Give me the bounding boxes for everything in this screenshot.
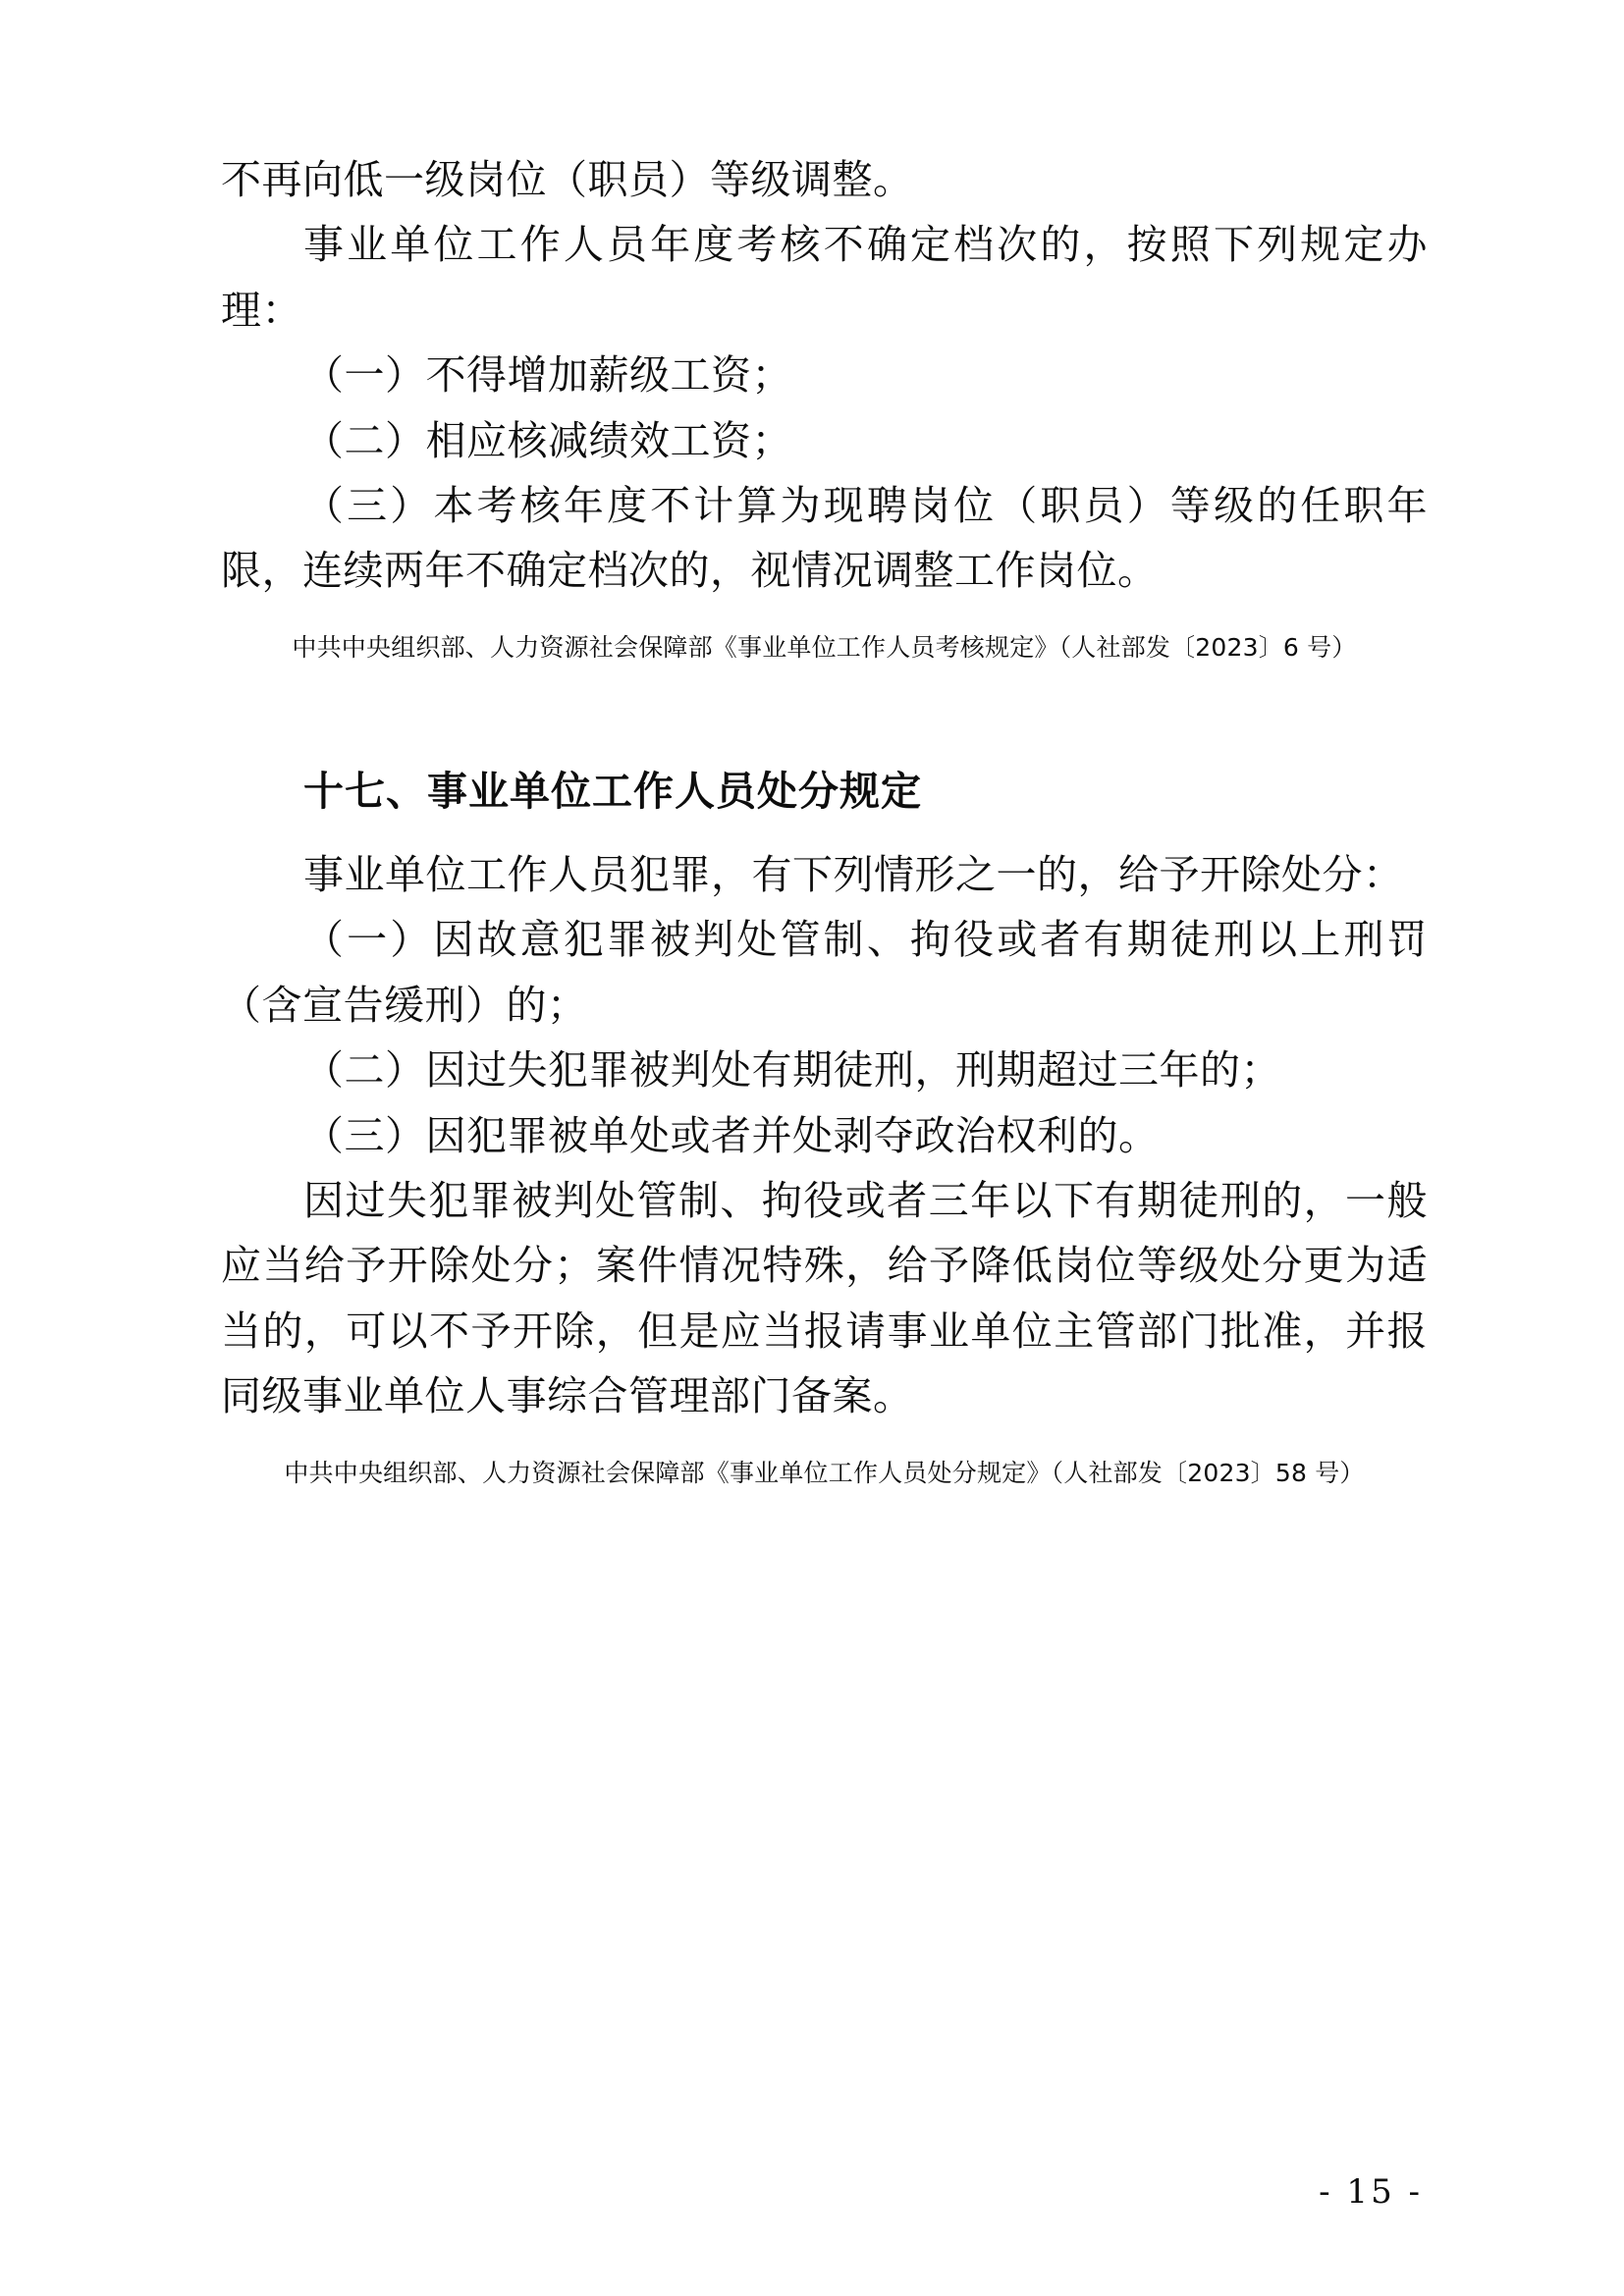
paragraph-crime-intro: 事业单位工作人员犯罪，有下列情形之一的，给予开除处分： <box>303 850 1404 898</box>
section-heading-17: 十七、事业单位工作人员处分规定 <box>303 768 922 816</box>
discipline-list-item-three: （三）因犯罪被单处或者并处剥夺政治权利的。 <box>303 1111 1160 1159</box>
page-footer <box>0 2172 1624 2212</box>
source-citation-2: 中共中央组织部、人力资源社会保障部《事业单位工作人员处分规定》（人社部发〔2023〕58 号） <box>284 1458 1365 1487</box>
paragraph-annual-assessment-intro: 事业单位工作人员年度考核不确定档次的，按照下列规定办理： <box>221 221 1428 334</box>
heading-spacer <box>221 825 1428 842</box>
paragraph-negligence-crime: 因过失犯罪被判处管制、拘役或者三年以下有期徒刑的，一般应当给予开除处分；案件情况特殊，给予降低岗位等级处分更为适当的，可以不予开除，但是应当报请事业单位主管部门批准，并报同级事业单位人事综合管理部门备案。 <box>221 1176 1428 1420</box>
source-citation-block-1 <box>221 629 1428 667</box>
page-number: - 15 - <box>1319 2172 1423 2212</box>
list-item-three: （三）本考核年度不计算为现聘岗位（职员）等级的任职年限，连续两年不确定档次的，视情况调整工作岗位。 <box>221 482 1428 595</box>
paragraph-continuation: 不再向低一级岗位（职员）等级调整。 <box>221 156 914 203</box>
discipline-list-item-two: （二）因过失犯罪被判处有期徒刑，刑期超过三年的； <box>303 1046 1281 1095</box>
list-item-two: （二）相应核减绩效工资； <box>303 416 792 464</box>
discipline-list-item-one: （一）因故意犯罪被判处管制、拘役或者有期徒刑以上刑罚（含宣告缓刑）的； <box>221 916 1428 1029</box>
section-spacer <box>221 666 1428 760</box>
list-item-one: （一）不得增加薪级工资； <box>303 351 792 400</box>
source-citation-block-2 <box>221 1455 1428 1492</box>
source-citation-1: 中共中央组织部、人力资源社会保障部《事业单位工作人员考核规定》（人社部发〔2023〕6 号） <box>292 632 1357 662</box>
